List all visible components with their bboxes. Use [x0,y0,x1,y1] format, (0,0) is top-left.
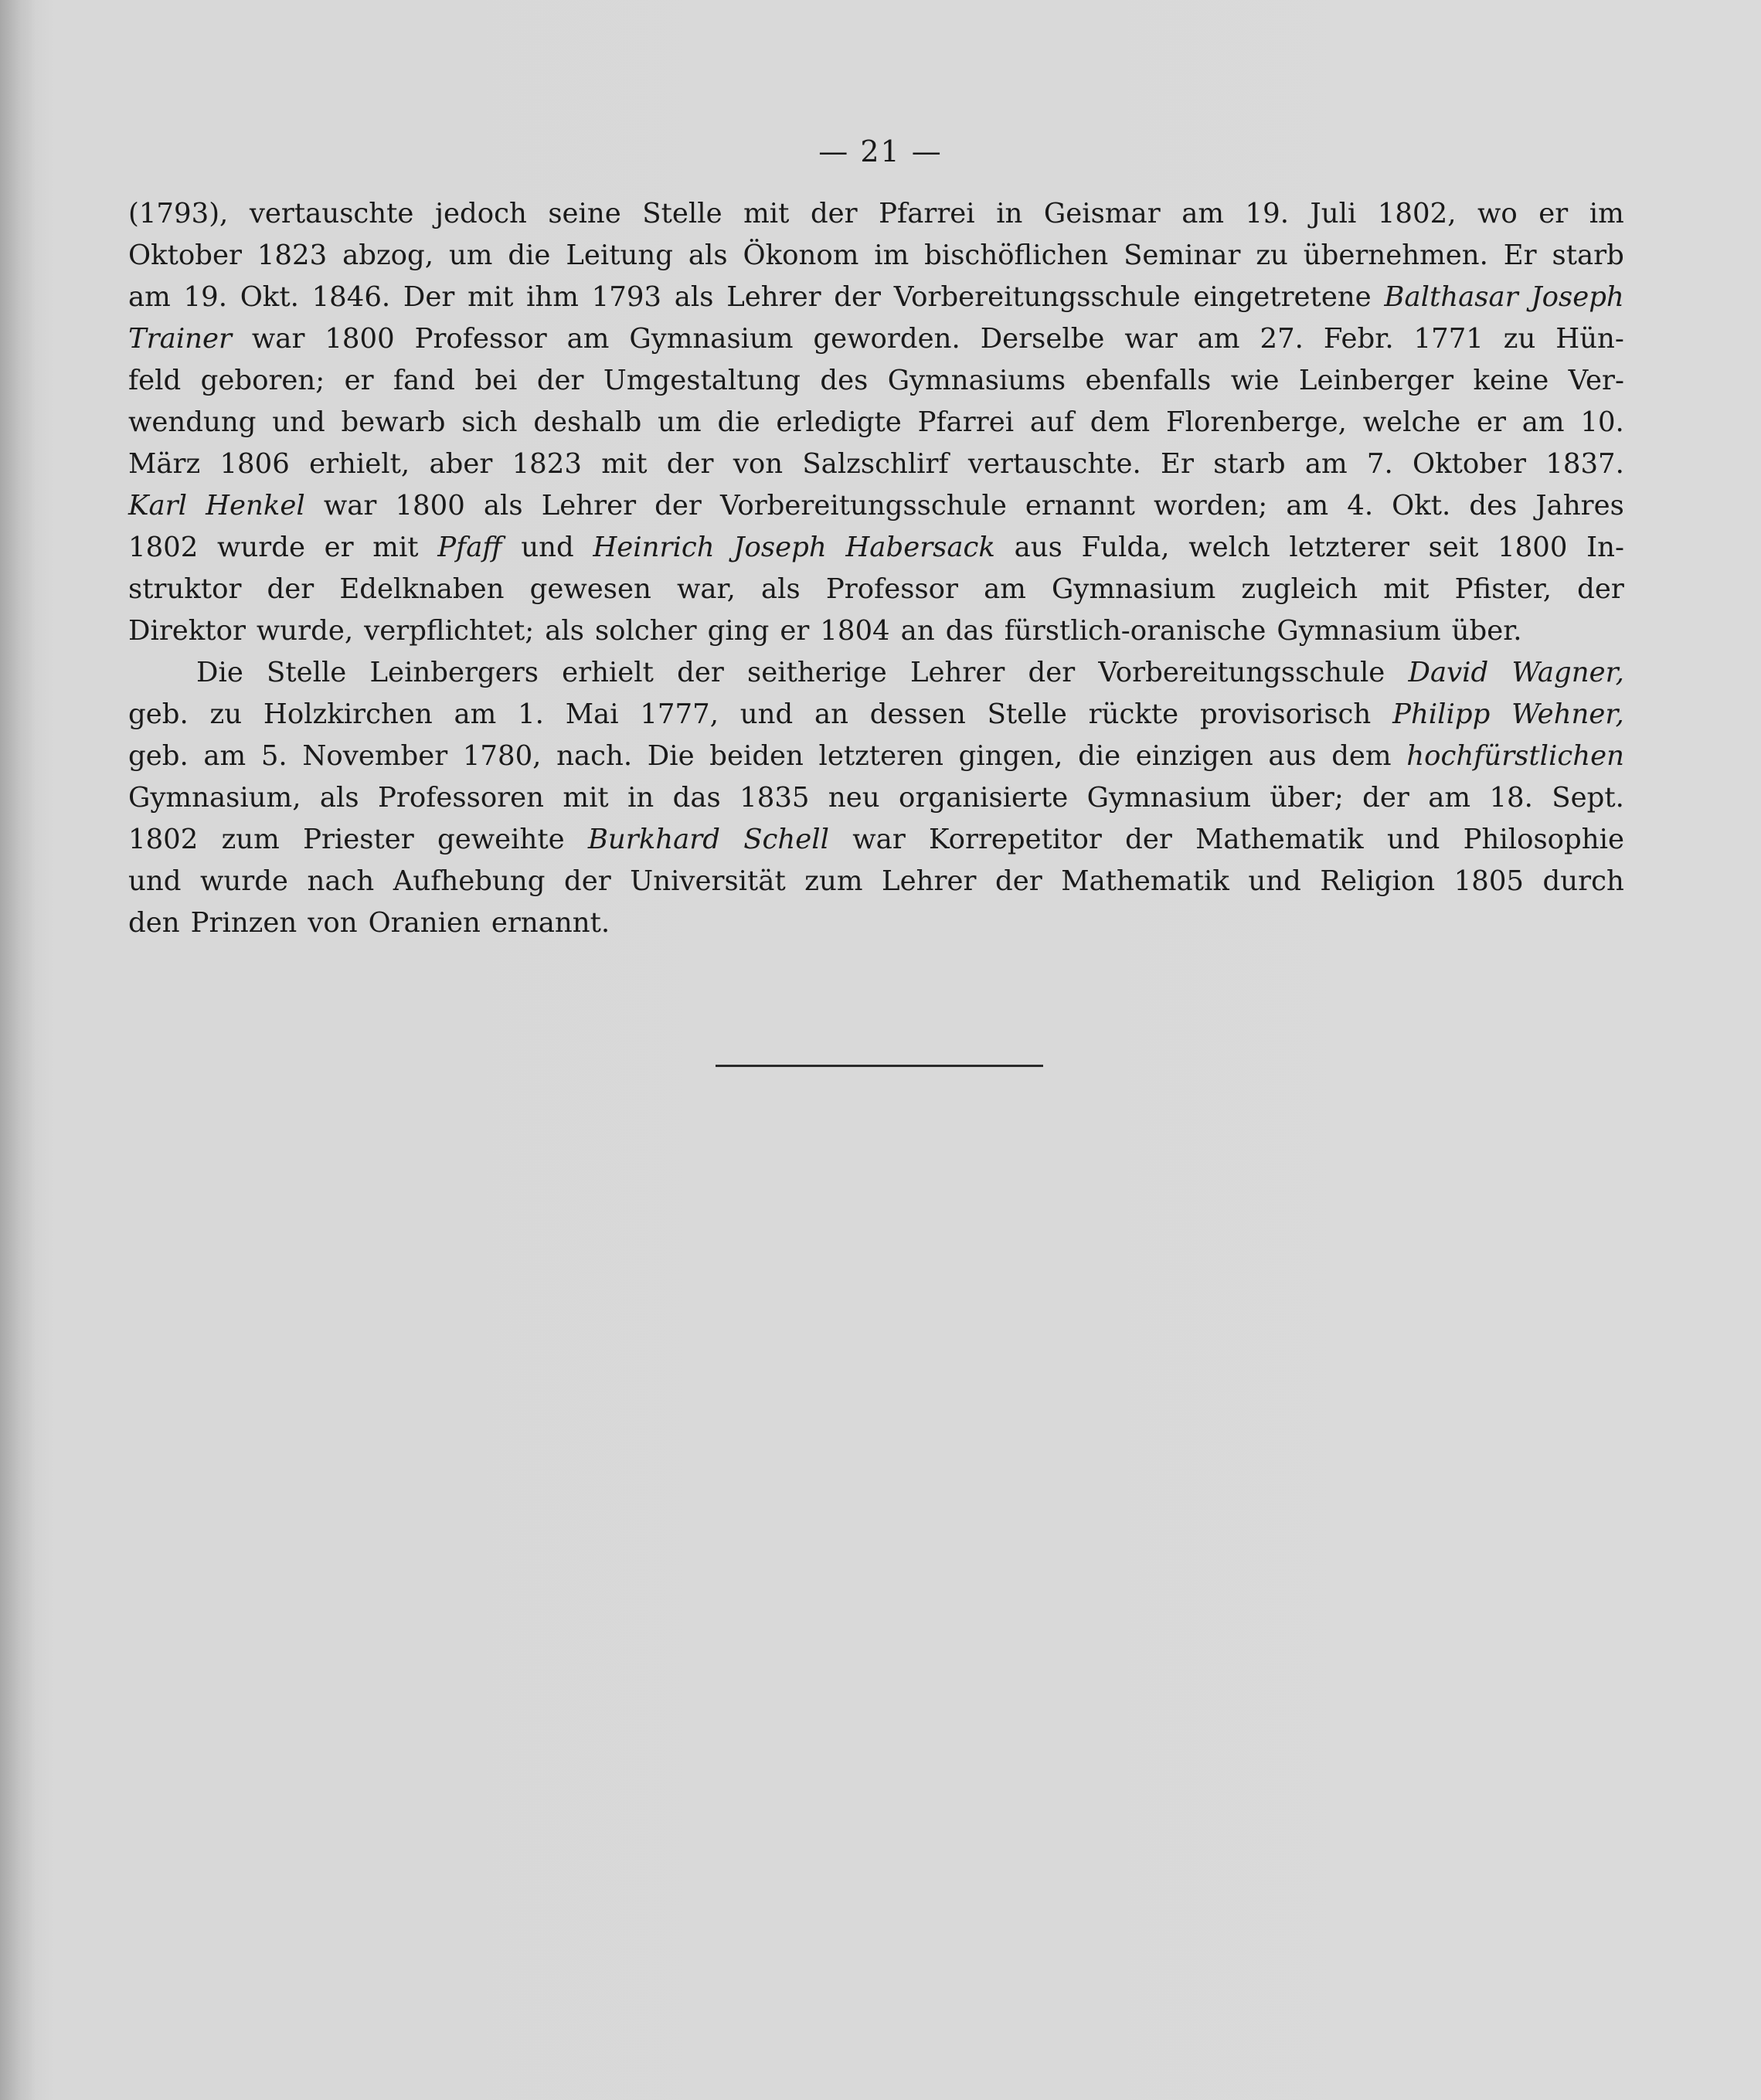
word: organisierte [899,782,1069,814]
word: den [128,907,180,939]
word: beiden [709,740,804,772]
word: der [1028,657,1076,688]
word: und [739,698,794,730]
word: jedoch [434,198,527,229]
word: Mathematik [1195,824,1364,855]
word: er [1538,198,1569,229]
word: an [814,698,848,730]
italic-name-word: Joseph [1531,281,1624,313]
word: er [324,532,354,563]
end-rule [716,1065,1043,1067]
word: Aufhebung [393,865,546,897]
word: Lehrer [882,865,977,897]
word: dessen [869,698,966,730]
word: geworden. [813,323,960,355]
word: einzigen [1135,740,1253,772]
word: 19. [183,281,227,313]
word: aber [429,448,493,480]
text-line [128,360,1624,402]
word: Vorbereitungsschule [1098,657,1385,688]
word: wie [1230,365,1280,396]
word: Umgestaltung [603,365,801,396]
word: (1793), [128,198,229,229]
text-line [128,819,1624,861]
word: zu [1503,323,1536,355]
word: und [272,406,325,438]
word: und [1386,824,1440,855]
word: war, [676,573,736,605]
italic-name-word: Henkel [206,490,305,522]
word: Lehrer [541,490,637,522]
word: 10. [1580,406,1624,438]
word: fand [393,365,455,396]
word: Sept. [1552,782,1624,814]
word: geb. [128,740,189,772]
word: die [508,240,551,271]
word: Oktober [1413,448,1527,480]
word: 1802, [1377,198,1457,229]
word: Direktor [128,615,246,647]
binding-shadow [0,0,36,2100]
word: als [688,240,728,271]
word: der [677,657,724,688]
word: Pfarrei [879,198,975,229]
word: Die [196,657,243,688]
text-line [128,652,1624,694]
word: wo [1477,198,1518,229]
text-line [128,318,1624,360]
word: der [1125,824,1172,855]
word: die [717,406,760,438]
word: Lehrer [726,281,821,313]
word: zugleich [1241,573,1358,605]
word: am [1181,198,1225,229]
word: Oranien [368,907,481,939]
word: Jahres [1535,490,1624,522]
word: geboren; [200,365,325,396]
word: starb [1552,240,1624,271]
word: Leitung [566,240,673,271]
word: in [627,782,654,814]
word: neu [828,782,880,814]
word: 1777, [640,698,719,730]
italic-name-word: Wehner, [1511,698,1624,730]
word: Juli [1310,198,1357,229]
word: über. [1451,615,1522,647]
word: Philosophie [1463,824,1624,855]
word: letzteren [818,740,943,772]
word: Mai [565,698,619,730]
word: war [251,323,305,355]
word: am [1428,782,1471,814]
word: der [810,198,858,229]
word: Professoren [378,782,545,814]
word: rückte [1088,698,1179,730]
word: Florenberge, [1165,406,1347,438]
word: am [566,323,610,355]
word: von [308,907,358,939]
word: letzterer [1289,532,1409,563]
word: am [1521,406,1565,438]
word: durch [1542,865,1624,897]
word: geb. [128,698,189,730]
word: erhielt, [309,448,410,480]
word: Er [1161,448,1194,480]
word: Gymnasiums [887,365,1066,396]
word: 1806 [219,448,290,480]
word: welch [1188,532,1270,563]
word: das [945,615,994,647]
italic-name-word: Heinrich [593,532,715,563]
word: nach. [556,740,633,772]
word: war [1124,323,1178,355]
body-text [128,193,1624,944]
word: 7. [1366,448,1393,480]
word: gewesen [529,573,651,605]
word: als [483,490,523,522]
text-line [128,443,1624,485]
word: Korrepetitor [929,824,1102,855]
word: das [672,782,721,814]
text-line [128,485,1624,527]
word: starb [1213,448,1286,480]
word: war [323,490,377,522]
word: Stelle [987,698,1067,730]
word: deshalb [533,406,642,438]
word: ihm [526,281,579,313]
word: er [1477,406,1506,438]
word: der [267,573,314,605]
word: 1780, [462,740,542,772]
italic-name-word: Karl [128,490,188,522]
word: wendung [128,406,257,438]
italic-name-word: Pfaff [437,532,502,563]
word: Ver- [1568,365,1624,396]
word: 1846. [311,281,391,313]
word: zum [221,824,280,855]
italic-name-word: Philipp [1392,698,1491,730]
italic-name-word: Schell [743,824,830,855]
text-line [128,861,1624,902]
word: bischöflichen [924,240,1109,271]
word: 1802 [128,824,199,855]
word: provisorisch [1199,698,1372,730]
word: der [834,281,882,313]
word: zu [209,698,243,730]
word: 18. [1489,782,1533,814]
word: bewarb [341,406,446,438]
word: mit [743,198,790,229]
word: Professor [414,323,547,355]
word: Professor [825,573,958,605]
word: Die [647,740,695,772]
word: mit [563,782,609,814]
word: der [666,448,714,480]
word: worden; [1153,490,1268,522]
word: 1800 [325,323,395,355]
word: keine [1473,365,1549,396]
word: 19. [1245,198,1289,229]
word: des [1469,490,1518,522]
word: Leinberger [1298,365,1454,396]
word: seitherige [746,657,887,688]
word: Religion [1320,865,1436,897]
word: struktor [128,573,242,605]
word: dem [1090,406,1151,438]
word: 1800 [1498,532,1568,563]
italic-name-word: Burkhard [587,824,720,855]
word: Fulda, [1081,532,1170,563]
word: 5. [260,740,287,772]
text-line [128,235,1624,277]
word: 1835 [739,782,810,814]
word: als [674,281,714,313]
word: um [448,240,493,271]
word: dem [1331,740,1392,772]
word: und [1248,865,1301,897]
word: nach [307,865,375,897]
word: Prinzen [190,907,297,939]
word: übernehmen. [1303,240,1488,271]
word: 1793 [591,281,662,313]
word: die [1078,740,1121,772]
word: der [994,865,1042,897]
word: Pfarrei [917,406,1015,438]
word: Edelknaben [339,573,505,605]
text-line [128,694,1624,736]
word: der [564,865,611,897]
word: Vorbereitungsschule [893,281,1181,313]
word: am [128,281,171,313]
text-line [128,610,1624,652]
word: mit [1383,573,1430,605]
italic-name-word: Balthasar [1384,281,1518,313]
word: war [852,824,906,855]
word: mit [467,281,514,313]
text-line [128,193,1624,235]
italic-name-word: David [1408,657,1489,688]
word: 1. [518,698,544,730]
word: 1800 [395,490,465,522]
word: im [1589,198,1624,229]
word: und [521,532,574,563]
text-line [128,277,1624,318]
word: Okt. [1392,490,1451,522]
word: Geismar [1043,198,1161,229]
word: mit [601,448,648,480]
word: als [319,782,359,814]
word: 1802 [128,532,199,563]
word: fürstlich-oranische [1004,615,1266,647]
word: Salzschlirf [802,448,949,480]
page-number: — 21 — [818,134,943,168]
text-line [128,569,1624,610]
word: vertauschte [249,198,414,229]
word: der [536,365,584,396]
word: Holzkirchen [263,698,433,730]
word: Gymnasium [1052,573,1216,605]
word: Lehrer [909,657,1005,688]
word: abzog, [342,240,434,271]
word: solcher [594,615,697,647]
word: wurde, [256,615,354,647]
word: feld [128,365,182,396]
word: der [654,490,702,522]
word: wurde [217,532,305,563]
word: Seminar [1124,240,1241,271]
word: der [1362,782,1409,814]
italic-name-word: Joseph [733,532,827,563]
word: am [203,740,246,772]
word: verpflichtet; [364,615,535,647]
word: Vorbereitungsschule [719,490,1007,522]
word: 1837. [1545,448,1624,480]
word: am [1304,448,1348,480]
word: Derselbe [980,323,1105,355]
word: seine [548,198,621,229]
word: und [128,865,182,897]
word: aus [1268,740,1317,772]
word: 4. [1347,490,1374,522]
word: Hün- [1555,323,1624,355]
word: Er [1503,240,1537,271]
word: als [545,615,584,647]
word: Gymnasium [1086,782,1251,814]
word: 1823 [257,240,328,271]
text-line [128,527,1624,569]
word: zum [804,865,863,897]
word: Stelle [642,198,722,229]
word: März [128,448,201,480]
italic-name-word: Trainer [128,323,233,355]
word: Leinbergers [369,657,539,688]
word: erledigte [776,406,902,438]
word: er [780,615,810,647]
text-line [128,902,1624,944]
word: Stelle [267,657,347,688]
word: erhielt [562,657,654,688]
text-line [128,777,1624,819]
word: am [1286,490,1329,522]
word: Oktober [128,240,242,271]
word: sich [461,406,518,438]
word: 1823 [512,448,582,480]
word: Pfister, [1454,573,1552,605]
word: ebenfalls [1085,365,1212,396]
text-line [128,736,1624,777]
word: als [760,573,801,605]
word: In- [1586,532,1624,563]
word: mit [372,532,419,563]
word: aus [1014,532,1062,563]
word: geweihte [437,824,565,855]
word: er [344,365,374,396]
word: am [454,698,497,730]
word: Ökonom [743,240,859,271]
word: vertauschte. [967,448,1141,480]
word: in [996,198,1023,229]
word: Gymnasium [1277,615,1441,647]
word: Febr. [1323,323,1394,355]
word: der [1577,573,1624,605]
word: gingen, [958,740,1063,772]
word: bei [474,365,518,396]
word: 1804 [820,615,890,647]
word: seit [1428,532,1479,563]
word: eingetretene [1193,281,1372,313]
word: am [984,573,1026,605]
italic-name-word: hochfürstlichen [1406,740,1624,772]
word: von [733,448,784,480]
word: Okt. [240,281,299,313]
word: über; [1270,782,1344,814]
word: Gymnasium, [128,782,301,814]
word: um [658,406,702,438]
word: auf [1029,406,1075,438]
word: Priester [303,824,414,855]
italic-name-word: Habersack [845,532,995,563]
word: im [874,240,909,271]
word: welche [1362,406,1461,438]
word: des [820,365,869,396]
word: Der [403,281,455,313]
text-line [128,402,1624,443]
word: zu [1256,240,1288,271]
word: Mathematik [1061,865,1229,897]
word: 27. [1260,323,1304,355]
word: ging [707,615,770,647]
word: ernannt. [491,907,610,939]
word: 1771 [1413,323,1484,355]
word: wurde [199,865,288,897]
word: an [900,615,935,647]
word: ernannt [1025,490,1135,522]
word: November [302,740,448,772]
word: am [1197,323,1240,355]
word: 1805 [1453,865,1525,897]
word: Universität [630,865,786,897]
italic-name-word: Wagner, [1511,657,1624,688]
word: Gymnasium [629,323,794,355]
